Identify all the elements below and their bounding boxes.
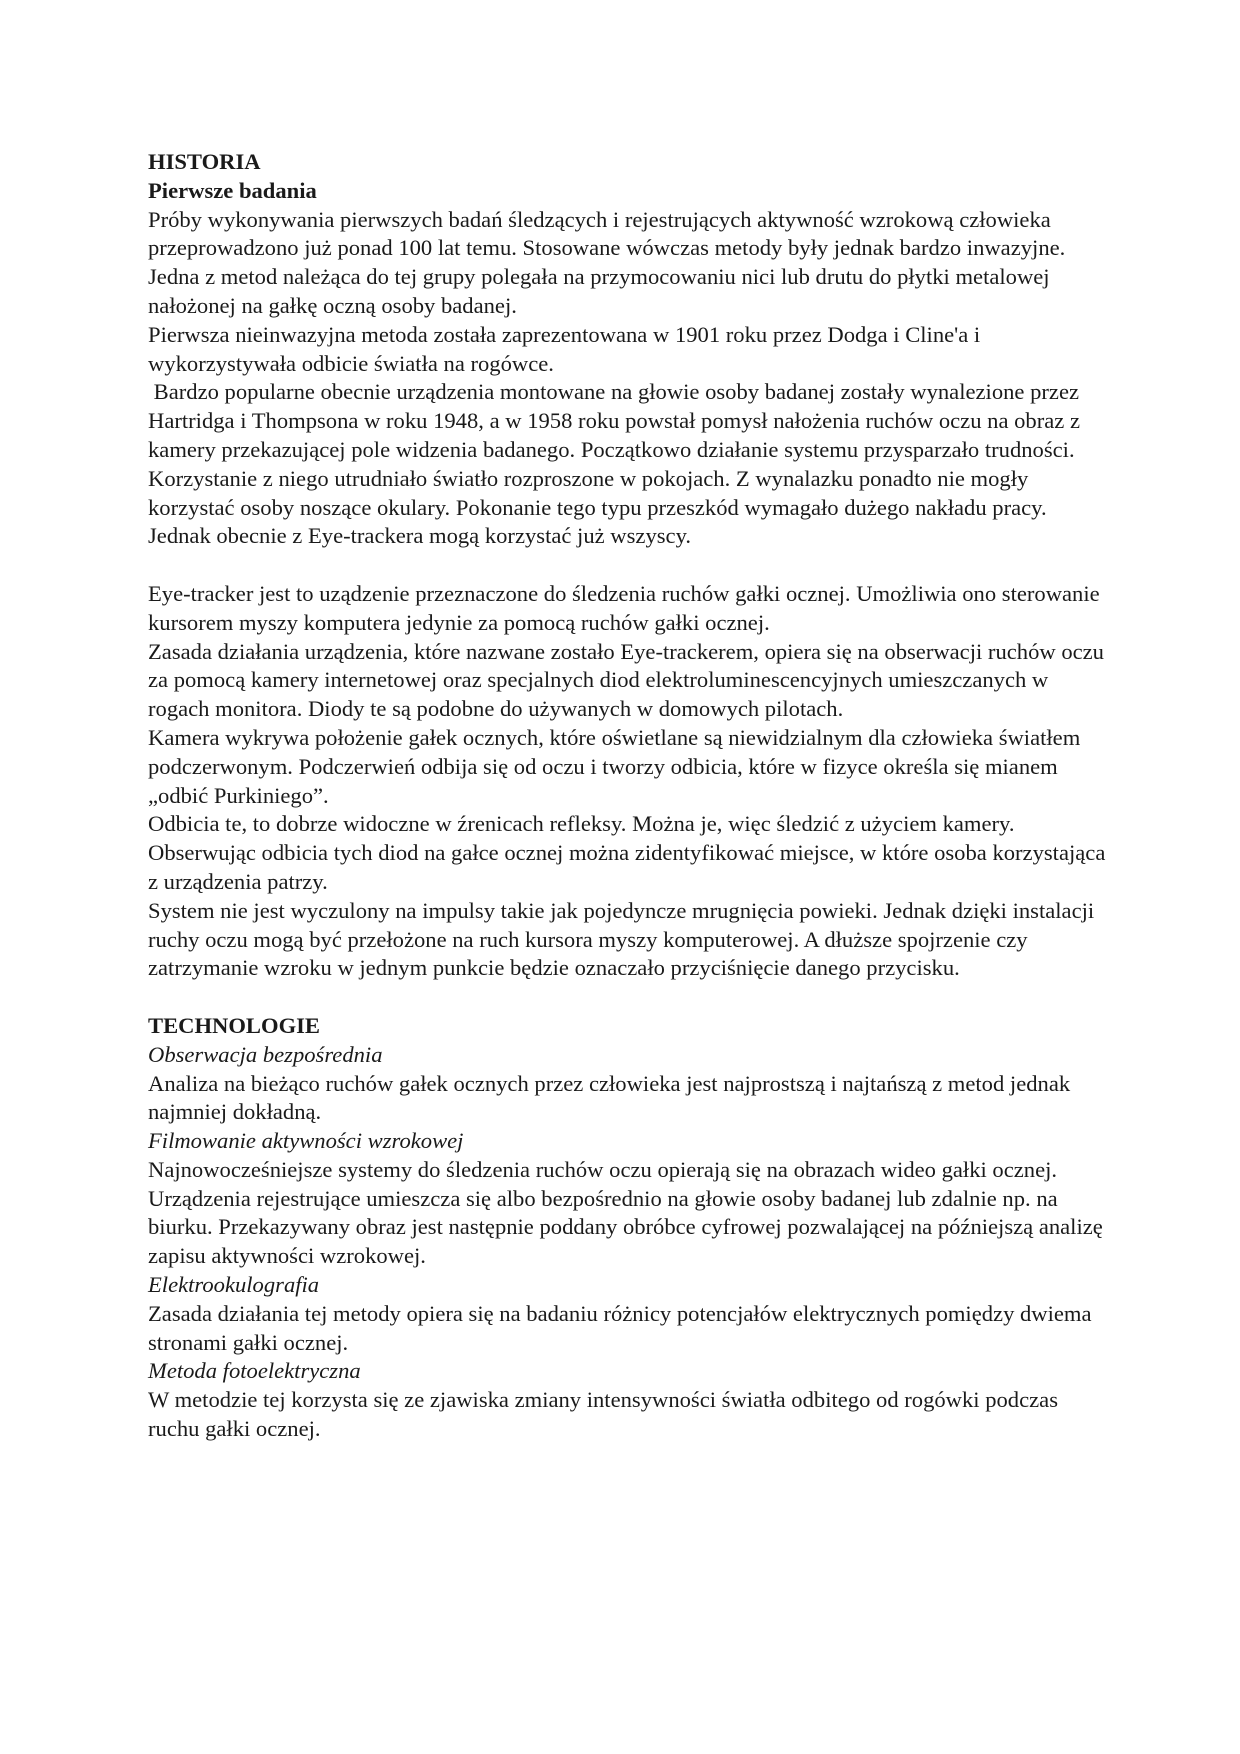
subheading-pierwsze-badania: Pierwsze badania	[148, 177, 317, 203]
paragraph: Analiza na bieżąco ruchów gałek ocznych przez człowieka jest najprostszą i najtańszą z metod jednak najmniej dokładną.	[148, 1070, 1071, 1125]
paragraph: Kamera wykrywa położenie gałek ocznych, które oświetlane są niewidzialnym dla człowieka światłem podczerwonym. Podczerwień odbija się od oczu i tworzy odbicia, które w fizyce określa się mianem „odbić Purkiniego”.	[148, 724, 1081, 808]
paragraph: System nie jest wyczulony na impulsy takie jak pojedyncze mrugnięcia powieki. Jednak dzięki instalacji ruchy oczu mogą być przełożone na ruch kursora myszy komputerowej. A dłuższe spojrzenie czy zatrzymanie wzroku w jednym punkcie będzie oznaczało przyciśnięcie danego przycisku.	[148, 897, 1095, 981]
paragraph: Zasada działania urządzenia, które nazwane zostało Eye-trackerem, opiera się na obserwacji ruchów oczu za pomocą kamery internetowej oraz specjalnych diod elektroluminescencyjnych umieszczanych w rogach monitora. Diody te są podobne do używanych w domowych pilotach.	[148, 638, 1104, 722]
subsection-title: Filmowanie aktywności wzrokowej	[148, 1128, 464, 1154]
paragraph: Zasada działania tej metody opiera się na badaniu różnicy potencjałów elektrycznych pomiędzy dwiema stronami gałki ocznej.	[148, 1300, 1092, 1355]
blank-line	[148, 983, 1108, 1012]
paragraph: Próby wykonywania pierwszych badań śledzących i rejestrujących aktywność wzrokową człowieka przeprowadzono już ponad 100 lat temu. Stosowane wówczas metody były jednak bardzo inwazyjne. Jedna z metod należąca do tej grupy polegała na przymocowaniu nici lub drutu do płytki metalowej nałożonej na gałkę oczną osoby badanej.	[148, 206, 1066, 318]
paragraph: Pierwsza nieinwazyjna metoda została zaprezentowana w 1901 roku przez Dodga i Cline'a i wykorzystywała odbicie światła na rogówce.	[148, 321, 981, 376]
section-heading-technologie: TECHNOLOGIE	[148, 1012, 321, 1038]
paragraph: Odbicia te, to dobrze widoczne w źrenicach refleksy. Można je, więc śledzić z użyciem kamery. Obserwując odbicia tych diod na gałce ocznej można zidentyfikować miejsce, w które osoba korzystająca z urządzenia patrzy.	[148, 811, 1106, 894]
document-page	[148, 148, 1108, 1444]
subsection-title: Metoda fotoelektryczna	[148, 1358, 361, 1384]
paragraph: Bardzo popularne obecnie urządzenia montowane na głowie osoby badanej zostały wynalezione przez Hartridga i Thompsona w roku 1948, a w 1958 roku powstał pomysł nałożenia ruchów oczu na obraz z kamery przekazującej pole widzenia badanego. Początkowo działanie systemu przysparzało trudności. Korzystanie z niego utrudniało światło rozproszone w pokojach. Z wynalazku ponadto nie mogły korzystać osoby noszące okulary. Pokonanie tego typu przeszkód wymagało dużego nakładu pracy. Jednak obecnie z Eye-trackera mogą korzystać już wszyscy.	[148, 379, 1086, 549]
section-heading-historia: HISTORIA	[148, 149, 261, 174]
paragraph: Najnowocześniejsze systemy do śledzenia ruchów oczu opierają się na obrazach wideo gałki ocznej. Urządzenia rejestrujące umieszcza się albo bezpośrednio na głowie osoby badanej lub zdalnie np. na biurku. Przekazywany obraz jest następnie poddany obróbce cyfrowej pozwalającej na późniejszą analizę zapisu aktywności wzrokowej.	[148, 1156, 1103, 1269]
paragraph: W metodzie tej korzysta się ze zjawiska zmiany intensywności światła odbitego od rogówki podczas ruchu gałki ocznej.	[148, 1387, 1058, 1442]
paragraph: Eye-tracker jest to uządzenie przeznaczone do śledzenia ruchów gałki ocznej. Umożliwia ono sterowanie kursorem myszy komputera jedynie za pomocą ruchów gałki ocznej.	[148, 580, 1100, 635]
blank-line	[148, 551, 1108, 580]
subsection-title: Elektrookulografia	[148, 1272, 320, 1298]
subsection-title: Obserwacja bezpośrednia	[148, 1041, 383, 1067]
